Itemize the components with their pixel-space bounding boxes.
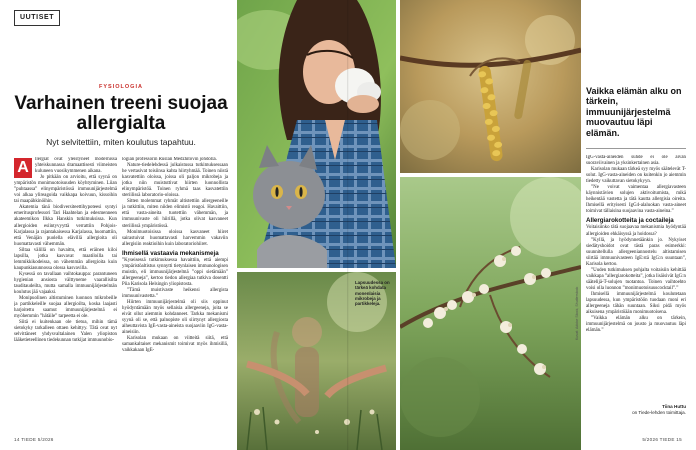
author-name: Tiina Huttu (662, 404, 686, 409)
article-column-1 (14, 157, 117, 429)
paragraph: ”Uuden tutkimuksen pohjalta voitaisiin kehittää vaikkapa ”allergiarokotteita”, jotka lisäisivät IgG:n säätelijä-T-solujen tuotantoa. Toinen vaihtoehto voisi olla luonnon ”monimuotoisuuscocktail”.” (586, 267, 686, 291)
article-headline: Varhainen treeni suojaa allergialta (14, 93, 228, 134)
section-tag: UUTISET (14, 10, 60, 26)
paragraph: Monimuotoisissa oloissa kasvaneet hiiret sairastuivat huomattavasti harvemmin vakaviin allergisiin reaktioihin kuin laboratoriohiiret. (122, 229, 228, 247)
photo-woman-sneezing-with-cat (237, 0, 396, 268)
paragraph: Karisolan mukaan tärkeä syy myös säätelevät T-solut. IgG-vasta-aineiden on kuitenkin jo aiemmin tiedetty vaikuttavan sietokykyyn. (586, 167, 686, 185)
article-column-3 (586, 155, 686, 415)
article-deck: Nyt selvitettiin, miten koulutus tapahtuu. (46, 137, 196, 147)
paragraph: ”Kyseisessä tutkimuksessa havaittiin, että aiempi ympäristöaltistus synnytti tietynlaisen immunologisen muistin, eli immuunijärjestelmä ”oppi sietämään” allergeeneja”, kertoo tiedon allergiaa tutkiva dosentti Piia Karisola Helsingin yliopistosta. (122, 257, 228, 287)
paragraph: Karisolan mukaan on viitteitä siitä, että samankaltaiset mekanismit toimivat myös ihmisillä, vaikkakaan IgE- (122, 336, 228, 354)
paragraph: logian professorin Ruslan Medzhitovin johdolla. (122, 157, 217, 162)
paragraph: ”Ne voivat vaimentaa allergiavasteen käynnistävien solujen aktivoitumista, mikä heikentää vastetta ja tätä kautta allergisia oireita. Ihmisellä erityisesti IgG4-alaluokan vasta-aineet toimivat tällaisina suojaavina vasta-aineina.” (586, 185, 686, 215)
article-column-2 (122, 157, 228, 429)
paragraph: ”Vaikka elämän alku on tärkein, immuunijärjestelmä on jousto ja muovautuu läpi elämän.” (586, 316, 686, 334)
photo-birch-catkin (400, 0, 581, 173)
photo-credit: Kuvat: Adobe Stock, Shutterstock (575, 286, 579, 340)
paragraph: Monipuolinen altistuminen luonnon mikrobeille ja partikkeleille suojaa allergioilta, koska laajasti harjoitettu saamut immuunijärjestelmä ei myöhemmin ”hätäile” tarpeetta ei ole. (14, 296, 117, 320)
paragraph: Siltaa välillä on havaittu, että eräinen kiloi lapsilla, jotka kasvavat maatiloilla tai lemmikkikodeissa, on vähemmän allergioita kuin kaupunkiasunnossa olossa kasvavilla. (14, 247, 117, 271)
paragraph: llergiat ovat yleistyneet modernissa yhteiskunnassa dramaattisesti viimeisten kuluneen vuosikymmenen aikana. (35, 157, 117, 175)
article-kicker: FYSIOLOGIA (99, 84, 143, 90)
folio-right: 5/2026 TIEDE 15 (642, 437, 682, 442)
paragraph: Nature-tiedelehdessä julkaistussa tutkimuksessaan he vertasivat toisiinsa kahta hiirtyhmää. Toinen niistä kasvatettiin oloissa, joissa oli paljon mikrobeja ja jotka niin muistuttivat hiirten luonnollista elinympäristöä. Toinen ryhmä taas kasvatettiin steriilissä laboratorio-oloissa. (122, 163, 228, 199)
paragraph: Hiirten immuunijärjestelmä oli siis oppinut hyödyntämään myös sellaisia allergeeneja, joita se eivät ollut aiemmin kohdanneet. Tarkka mekanismi syynä oli se, että palnopiste oli siirtynyt allergiosta aiheuttavista IgE-vasta-aineista suojaaviin IgG-vasta-aineisiin. (122, 300, 228, 336)
subheading: Ihmisellä vastaavia mekanismeja (122, 249, 219, 257)
author-role: on Tiede-lehden toimittaja. (632, 409, 686, 415)
paragraph: IgG-vasta-aineiden suhde ei ole aivan suoraviivainen ja yksinkertainen asia. (586, 155, 686, 167)
paragraph: Akatemia tänä biodiversiteettihypoteesi syntyi emeritusprofessori Tari Haahtelan ja edesmenneen akateemikon Ilkka Hanskin tutkimuksissa. Kun allergioiden esiintyvyyttä verrattiin Pohjois-Karjalassa ja rajantakaisessa Karjalassa, huomattiin, että Venäjän puolella elävillä allergioita oli huomattavasti vähemmän. (14, 205, 117, 247)
paragraph: ”Kyllä, ja hyödynnetäänkin jo. Nykyiset siedätyshoidot ovat tästä paras esimerkki: suunnitellulla allergeeniannostelu altistamisen siirtää immuunivasteen IgE:stä IgG:n suuntaan”, Karisola kertoo. (586, 237, 686, 267)
folio-left: 14 TIEDE 5/2026 (14, 437, 54, 442)
paragraph: ”Tämä muistivaste heikensi allergista immuunivastetta.” (122, 287, 228, 299)
paragraph: Kysessä on tavallaan vaihtokauppa: parantuneen hygienian ansiosta välttyneme vaarallisilta tauditaudeilta, mutta samalla immuunijärjestelmän koulutus jää vajaaksi. (14, 271, 117, 296)
pull-quote-divider (586, 148, 686, 149)
paragraph: Ihmisellä immuunijärjestelmä koulutetaan lapsuudessa, kun ympäristöön tuodaan moni eri allergeeneja tähän suuntaan. Siksi pidä myös aikuisena ympäristöään monimuotoisena. (586, 291, 686, 316)
drop-cap: A (14, 158, 32, 178)
subheading: Allergiarokotteita ja coctaileja (586, 217, 674, 225)
author-signature (586, 404, 686, 415)
photo-flowering-branch (400, 177, 581, 450)
pull-quote: Vaikka elämän alku on tärkein, immuunijärjestelmä muovautuu läpi elämän. (586, 86, 682, 138)
photo-caption: Lapsuudessa on tärkeä kohdata monenlaisia mikrobeja ja partikkeleja. (355, 280, 390, 307)
paragraph: Voitaisiinko tätä suojaavaa mekanismia hyödyntää allergioiden ehkäisyssä ja hoidossa? (586, 225, 686, 237)
paragraph: Jo pitkään on arvioitu, että syynä on ympäristön monimuotoisuuden köyhtyminen. Liian ”puhtaassa” elinympäristössä immuunijärjestelmä voi alkaa ylireagoida vaikkapa koivuun, kissoihin tai maapähkinöihin. (14, 175, 117, 205)
paragraph: Sitten molemmat ryhmät altistettiin allergeeneille ja tutkittiin, miten niiden elimistö reagoi. Havaittiin, että vasta-aineita tuotettiin vähemmän, ja immuunivaste oli hiirillä, jotka olivat kasvaneet steriilissä ympäristössä. (122, 199, 228, 229)
paragraph: Siitä ei kuitenkaan ole tietoa, mihin tämä sietokyky tarkalleen ottaen kehittyy. Tätä ovat nyt selvittäneet yhdysvaltalainen Yalen yliopiston lääketieteellinen tiedekunnan tutkijat immuunobio- (14, 320, 117, 344)
spread-gutter (347, 0, 349, 450)
